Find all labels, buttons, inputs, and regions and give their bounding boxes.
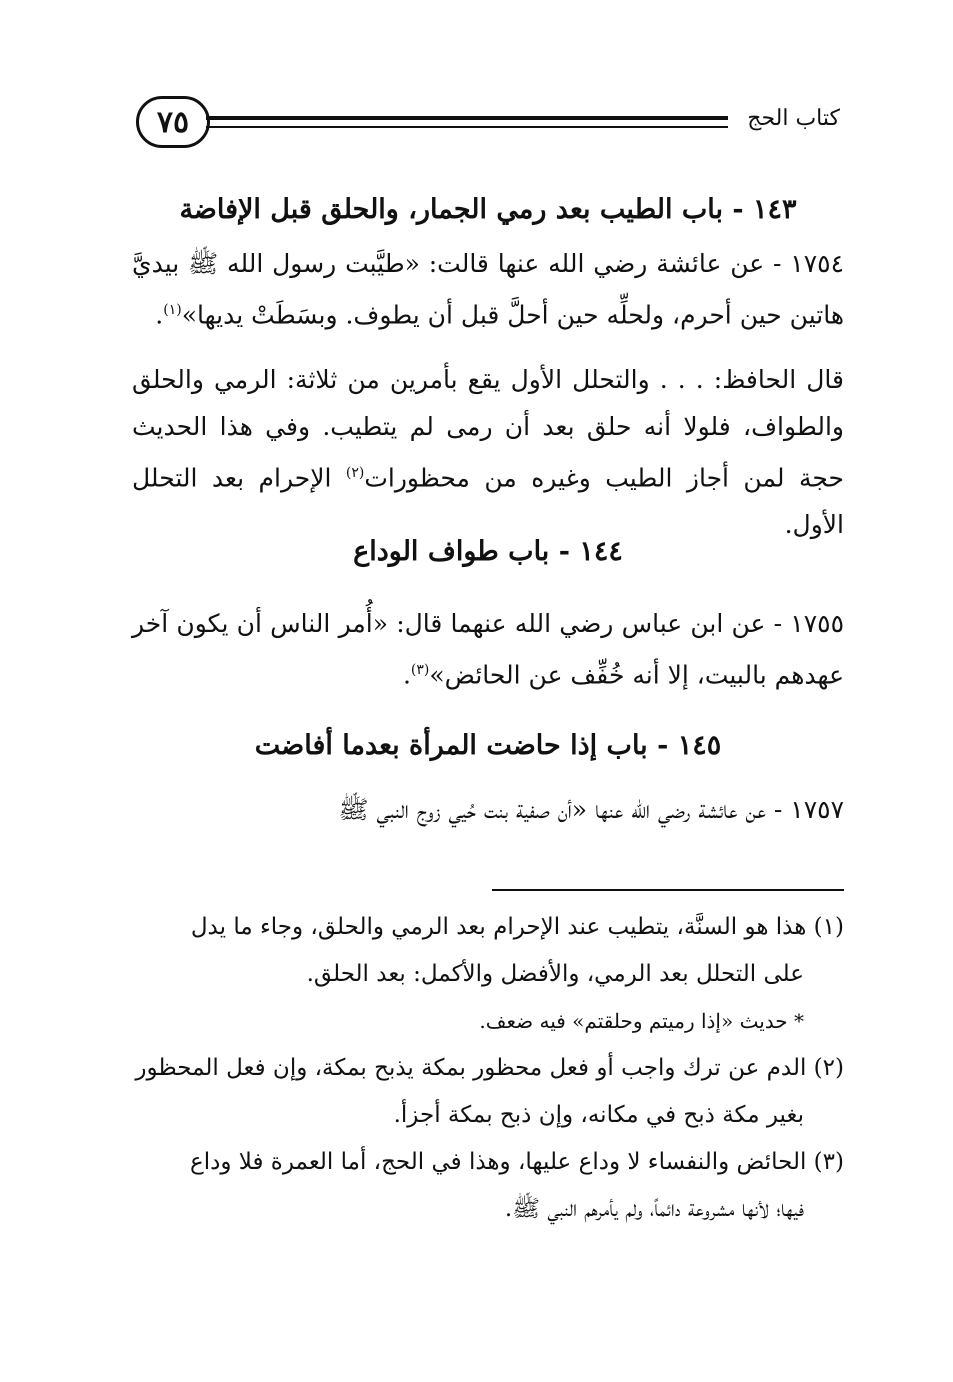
header-rule	[206, 116, 728, 128]
page-number: ٧٥	[136, 96, 210, 148]
footnote-separator	[492, 889, 844, 891]
hadith-1754	[132, 240, 844, 338]
footnote-3-line-1: (٣) الحائض والنفساء لا وداع عليها، وهذا في الحج، أما العمرة فلا وداع	[189, 1149, 844, 1175]
book-title: كتاب الحج	[747, 106, 840, 131]
footnote-ref-2[interactable]: (٢)	[345, 465, 365, 481]
footnotes	[132, 904, 844, 1233]
footnote-1	[132, 904, 844, 1045]
hadith-1757: ١٧٥٧ - عن عائشة رضي الله عنها «أن صفية بنت حُيي زوج النبي ﷺ	[338, 795, 844, 824]
hadith-1755-text: ١٧٥٥ - عن ابن عباس رضي الله عنهما قال: «أُمر الناس أن يكون آخر عهدهم بالبيت، إلا أنه خُفِّف عن الحائض»	[132, 609, 844, 690]
footnote-2-line-2: بغير مكة ذبح في مكانه، وإن ذبح بمكة أجزأ.	[393, 1102, 804, 1128]
chapter-heading-145: ١٤٥ - باب إذا حاضت المرأة بعدما أفاضت	[254, 730, 722, 761]
footnote-2-line-1: (٢) الدم عن ترك واجب أو فعل محظور بمكة يذبح بمكة، وإن فعل المحظور	[135, 1055, 844, 1081]
footnote-1-line-2: على التحلل بعد الرمي، والأفضل والأكمل: بعد الحلق.	[306, 961, 804, 987]
footnote-ref-1[interactable]: (١)	[163, 302, 182, 318]
footnote-ref-3[interactable]: (٣)	[410, 662, 430, 678]
footnote-3	[132, 1139, 844, 1233]
hadith-1754-text: ١٧٥٤ - عن عائشة رضي الله عنها قالت: «طيَّبت رسول الله ﷺ بيديَّ هاتين حين أحرم، ولحلِّه حين أحلَّ قبل أن يطوف. وبسَطَتْ يديها»	[132, 249, 844, 330]
hafiz-text-end: الإحرام بعد التحلل الأول.	[132, 463, 844, 540]
hafiz-commentary	[132, 356, 844, 548]
chapter-heading-144: ١٤٤ - باب طواف الوداع	[353, 536, 623, 567]
footnote-1-line-1: (١) هذا هو السنَّة، يتطيب عند الإحرام بعد الرمي والحلق، وجاء ما يدل	[190, 914, 844, 940]
footnote-2	[132, 1045, 844, 1139]
footnote-3-line-2: فيها؛ لأنها مشروعة دائماً، ولم يأمرهم النبي ﷺ.	[504, 1196, 804, 1222]
chapter-heading-143: ١٤٣ - باب الطيب بعد رمي الجمار، والحلق قبل الإفاضة	[179, 194, 797, 225]
footnote-1-star-note: * حديث «إذا رميتم وحلقتم» فيه ضعف.	[479, 1009, 804, 1033]
hafiz-text: قال الحافظ: . . . والتحلل الأول يقع بأمرين من ثلاثة: الرمي والحلق والطواف، فلولا أنه حلق بعد أن رمى لم يتطيب. وفي هذا الحديث حجة لمن أجاز الطيب وغيره من محظورات	[132, 365, 844, 493]
hadith-1755	[132, 600, 844, 698]
page-header	[136, 96, 840, 156]
hadith-1754-end: .	[155, 300, 164, 330]
hadith-1755-end: .	[402, 660, 411, 690]
